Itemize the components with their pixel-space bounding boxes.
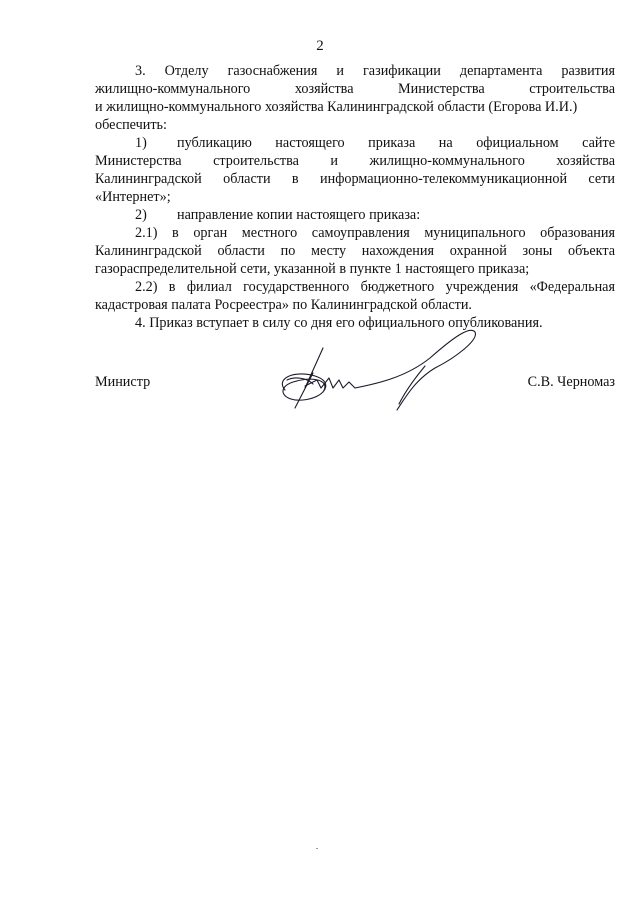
text-line: газораспределительной сети, указанной в пункте 1 настоящего приказа; — [95, 261, 530, 277]
item-text: публикацию настоящего приказа на официальном сайте — [177, 135, 615, 151]
text-line — [95, 206, 615, 224]
item-2-1 — [95, 224, 615, 278]
text-line — [95, 134, 615, 152]
signatory-name: С.В. Черномаз — [527, 374, 615, 390]
scan-speck — [316, 848, 318, 849]
signature-block — [95, 374, 615, 394]
text-line: Министерства строительства и жилищно-коммунального хозяйства — [95, 153, 615, 169]
text-line: 2.2) в филиал государственного бюджетного учреждения «Федеральная — [135, 279, 615, 295]
document-body — [95, 62, 615, 332]
handwritten-signature — [265, 318, 495, 413]
text-line: 2.1) в орган местного самоуправления муниципального образования — [135, 225, 615, 241]
item-number: 2) — [135, 207, 147, 223]
item-2 — [95, 206, 615, 224]
item-2-2 — [95, 278, 615, 314]
text-line: кадастровая палата Росреестра» по Калининградской области. — [95, 297, 472, 313]
text-line: жилищно-коммунального хозяйства Министерства строительства — [95, 81, 615, 97]
text-line: 4. Приказ вступает в силу со дня его официального опубликования. — [135, 315, 543, 331]
signatory-title: Министр — [95, 374, 151, 390]
text-line: Калининградской области в информационно-телекоммуникационной сети — [95, 171, 615, 187]
text-line: Калининградской области по месту нахождения охранной зоны объекта — [95, 243, 615, 259]
text-line: обеспечить: — [95, 117, 167, 133]
item-text: направление копии настоящего приказа: — [177, 207, 421, 223]
item-number: 1) — [135, 135, 147, 151]
text-line: «Интернет»; — [95, 189, 171, 205]
text-line: и жилищно-коммунального хозяйства Калининградской области (Егорова И.И.) — [95, 99, 578, 115]
page-number: 2 — [316, 38, 324, 54]
text-line: 3. Отделу газоснабжения и газификации департамента развития — [135, 63, 615, 79]
paragraph-3 — [95, 62, 615, 134]
item-1 — [95, 134, 615, 206]
